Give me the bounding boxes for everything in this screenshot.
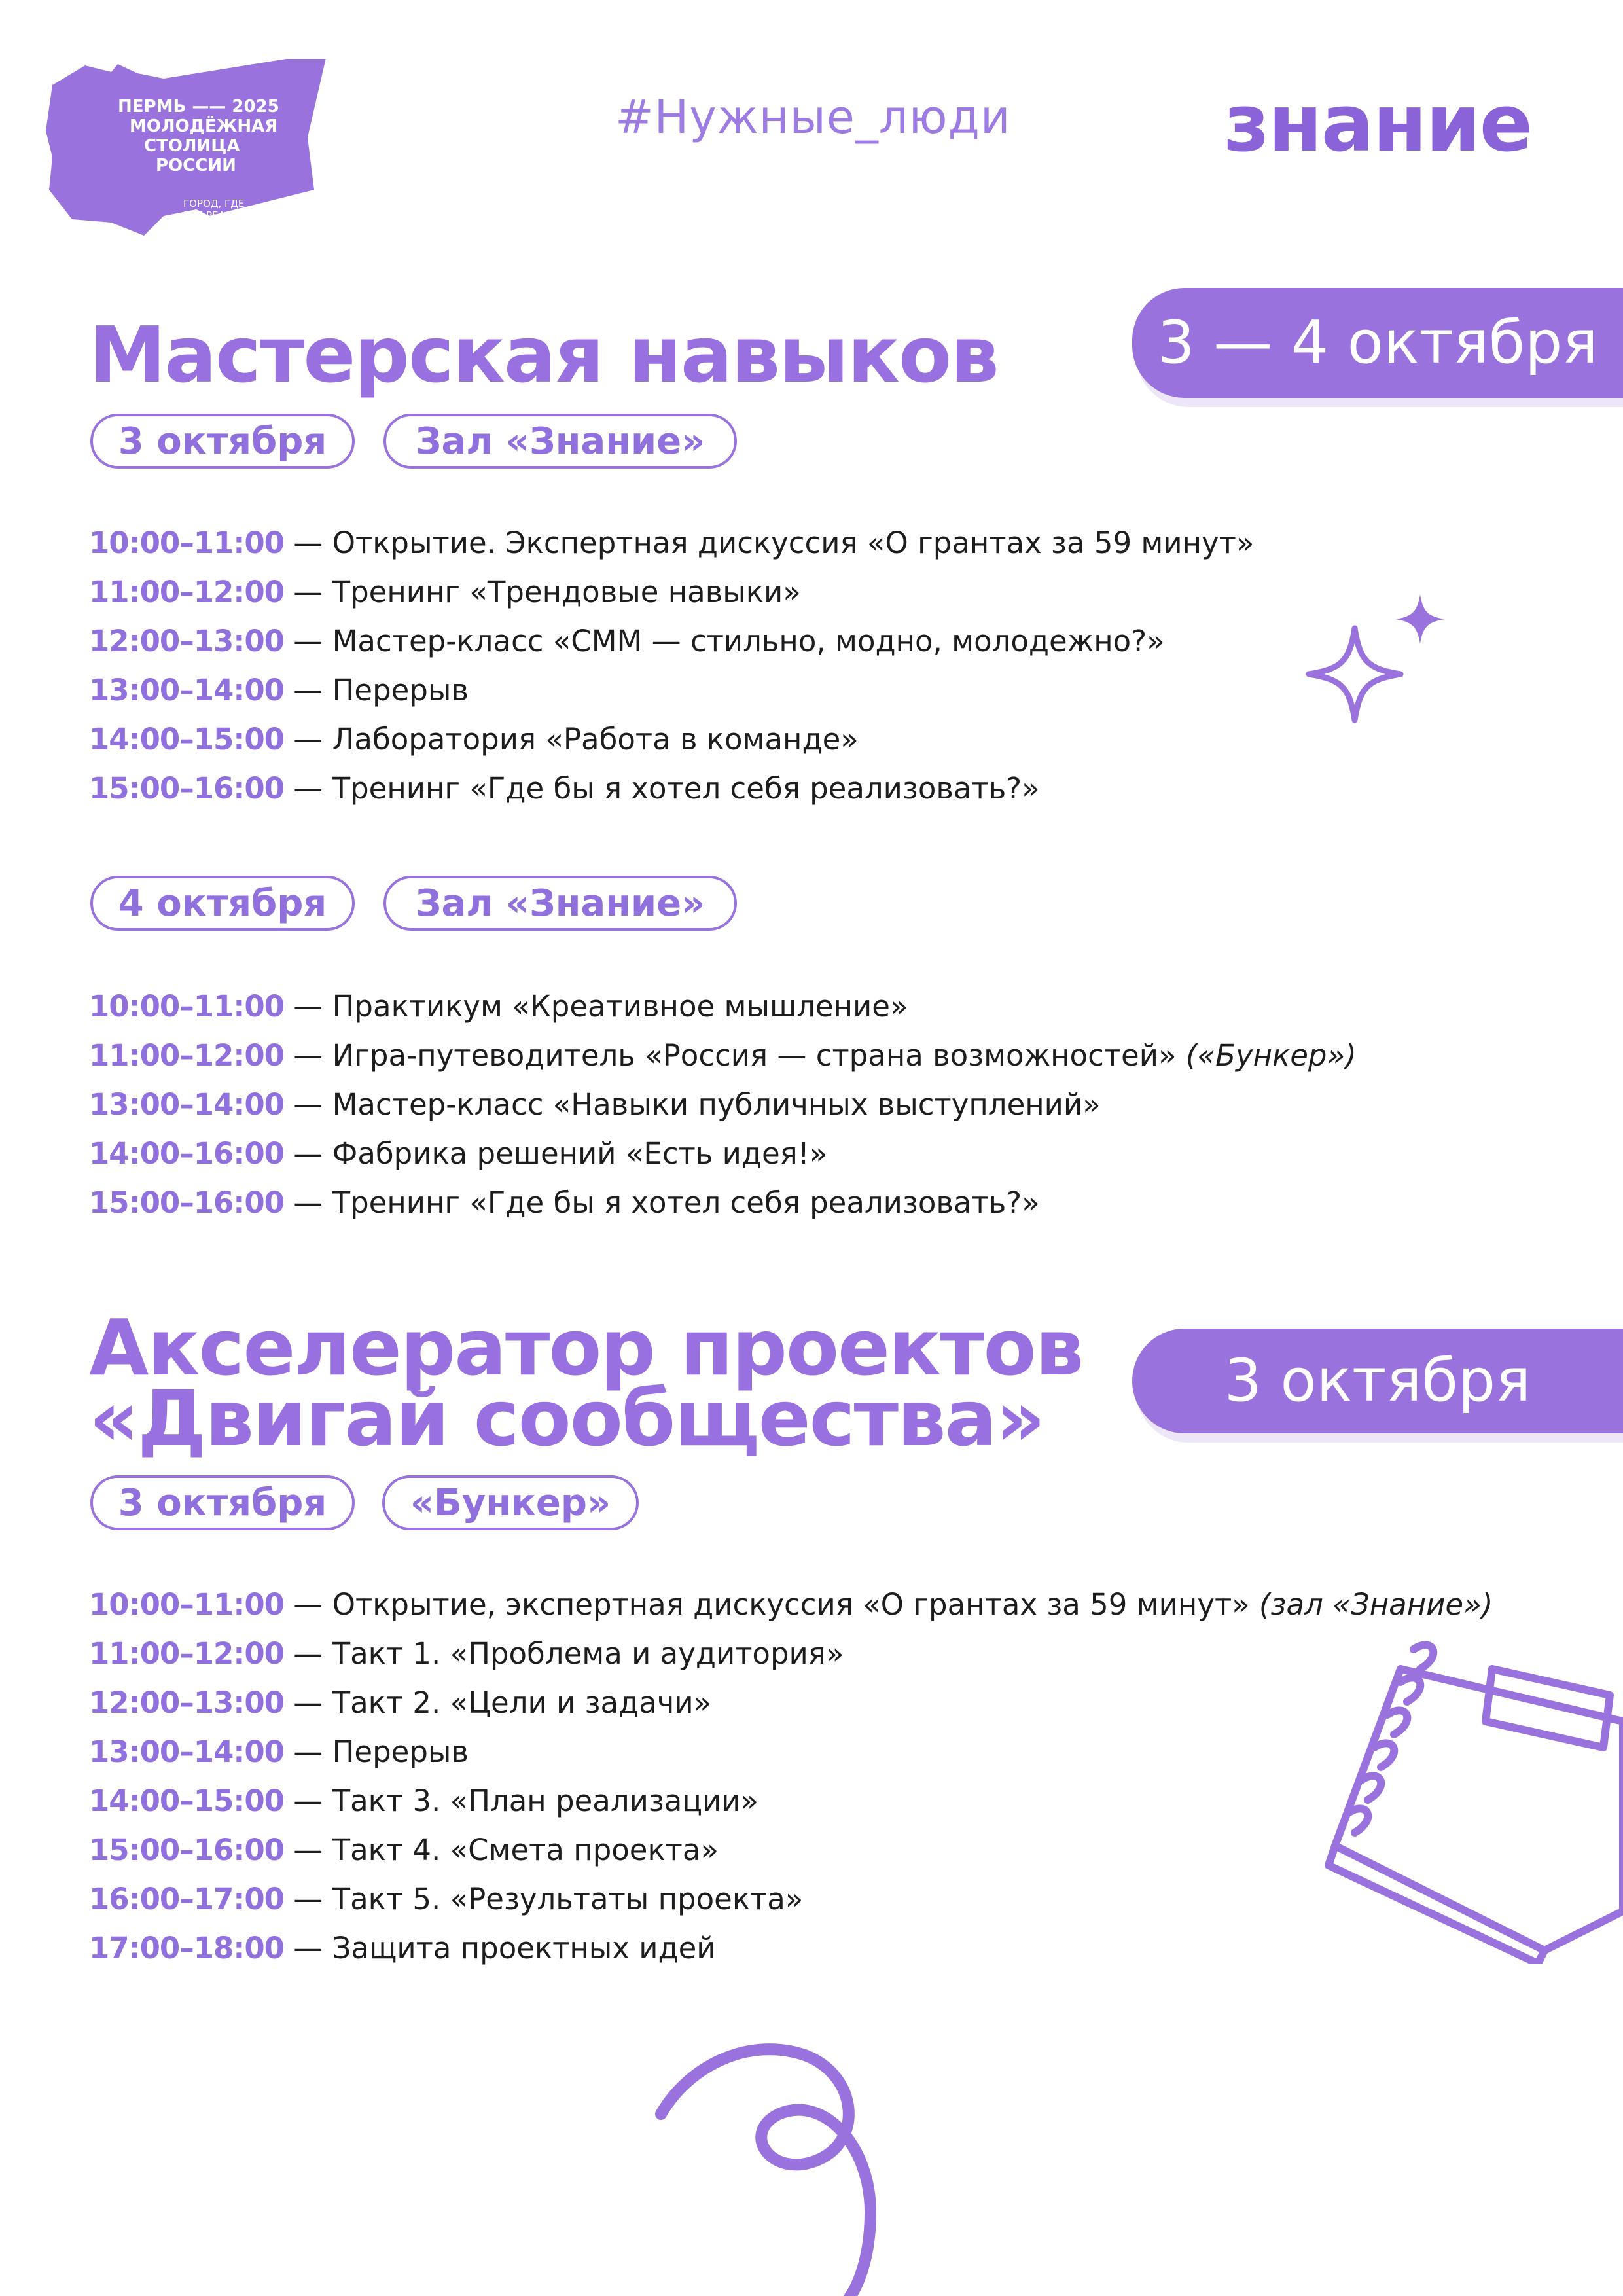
day2-schedule-item xyxy=(89,1080,1357,1129)
time-range: 11:00–12:00 xyxy=(89,575,284,609)
time-range: 10:00–11:00 xyxy=(89,526,284,560)
section2-title-line-2: «Двигай сообщества» xyxy=(89,1373,1044,1463)
day2-schedule-item xyxy=(89,982,1357,1031)
event-description: — Перерыв xyxy=(283,673,469,708)
day1-hall-pill: Зал «Знание» xyxy=(383,414,737,469)
day2-schedule-item xyxy=(89,1129,1357,1178)
event-description: — Такт 3. «План реализации» xyxy=(283,1784,759,1818)
day2-schedule xyxy=(89,982,1357,1227)
section2-title-line-1: Акселератор проектов xyxy=(89,1302,1083,1393)
time-range: 15:00–16:00 xyxy=(89,771,284,806)
time-range: 10:00–11:00 xyxy=(89,989,284,1024)
day1-schedule-item xyxy=(89,764,1254,813)
day1-date-pill: 3 октября xyxy=(90,414,355,469)
event-description: — Перерыв xyxy=(283,1734,469,1769)
section2-hall-pill: «Бункер» xyxy=(382,1475,639,1530)
day1-schedule xyxy=(89,518,1254,813)
time-range: 13:00–14:00 xyxy=(89,673,284,708)
section2-schedule xyxy=(89,1580,1493,1973)
event-description: — Мастер-класс «Навыки публичных выступлений» xyxy=(283,1087,1101,1122)
event-description: — Такт 4. «Смета проекта» xyxy=(283,1833,719,1867)
time-range: 14:00–15:00 xyxy=(89,722,284,757)
day1-schedule-item xyxy=(89,518,1254,567)
section2-schedule-item xyxy=(89,1924,1493,1973)
time-range: 13:00–14:00 xyxy=(89,1734,284,1769)
brand-logo-znanie: знание xyxy=(1224,79,1531,170)
event-description: — Практикум «Креативное мышление» xyxy=(283,989,908,1024)
section2-schedule-item xyxy=(89,1629,1493,1678)
section2-schedule-item xyxy=(89,1727,1493,1776)
event-description: — Фабрика решений «Есть идея!» xyxy=(283,1136,828,1171)
event-description: — Такт 5. «Результаты проекта» xyxy=(283,1882,804,1916)
day2-hall-pill: Зал «Знание» xyxy=(383,876,737,931)
perm-2025-logo xyxy=(46,59,327,236)
section2-date-badge: 3 октября xyxy=(1132,1329,1623,1433)
day1-schedule-item xyxy=(89,666,1254,715)
event-description: — Защита проектных идей xyxy=(283,1931,716,1965)
notebook-icon xyxy=(1322,1623,1623,1964)
time-range: 14:00–15:00 xyxy=(89,1784,284,1818)
time-range: 11:00–12:00 xyxy=(89,1038,284,1073)
section2-schedule-item xyxy=(89,1776,1493,1825)
logo-tagline-2: ВСЕ РЕАЛЬНО! xyxy=(183,209,259,221)
event-description: — Лаборатория «Работа в команде» xyxy=(283,722,859,757)
logo-tagline-1: ГОРОД, ГДЕ xyxy=(183,198,245,209)
day2-schedule-item xyxy=(89,1031,1357,1080)
sparkle-icon xyxy=(1302,589,1459,733)
logo-line-1: ПЕРМЬ —— 2025 xyxy=(118,97,279,117)
section1-date-badge: 3 — 4 октября xyxy=(1132,288,1623,398)
event-description: — Игра-путеводитель «Россия — страна возможностей» xyxy=(283,1038,1186,1073)
logo-line-4: РОССИИ xyxy=(156,156,236,175)
time-range: 15:00–16:00 xyxy=(89,1185,284,1220)
time-range: 12:00–13:00 xyxy=(89,1685,284,1720)
event-location-note: (зал «Знание») xyxy=(1259,1587,1493,1622)
event-description: — Тренинг «Трендовые навыки» xyxy=(283,575,801,609)
event-description: — Тренинг «Где бы я хотел себя реализовать?» xyxy=(283,1185,1040,1220)
day1-schedule-item xyxy=(89,715,1254,764)
section1-title: Мастерская навыков xyxy=(89,310,998,400)
time-range: 16:00–17:00 xyxy=(89,1882,284,1916)
logo-line-2: МОЛОДЁЖНАЯ xyxy=(130,117,278,136)
time-range: 15:00–16:00 xyxy=(89,1833,284,1867)
section2-schedule-item xyxy=(89,1678,1493,1727)
time-range: 14:00–16:00 xyxy=(89,1136,284,1171)
event-description: — Такт 1. «Проблема и аудитория» xyxy=(283,1636,844,1671)
time-range: 13:00–14:00 xyxy=(89,1087,284,1122)
squiggle-icon xyxy=(648,2016,1093,2296)
event-description: — Мастер-класс «СММ — стильно, модно, молодежно?» xyxy=(283,624,1165,658)
time-range: 17:00–18:00 xyxy=(89,1931,284,1965)
hashtag: #Нужные_люди xyxy=(615,90,1011,144)
time-range: 11:00–12:00 xyxy=(89,1636,284,1671)
section2-schedule-item xyxy=(89,1825,1493,1874)
day2-schedule-item xyxy=(89,1178,1357,1227)
event-description: — Тренинг «Где бы я хотел себя реализовать?» xyxy=(283,771,1040,806)
day1-schedule-item xyxy=(89,617,1254,666)
logo-line-3: СТОЛИЦА xyxy=(144,136,240,156)
time-range: 12:00–13:00 xyxy=(89,624,284,658)
section2-title xyxy=(89,1302,1083,1463)
section2-schedule-item xyxy=(89,1580,1493,1629)
day2-date-pill: 4 октября xyxy=(90,876,355,931)
section2-date-pill: 3 октября xyxy=(90,1475,355,1530)
event-location-note: («Бункер») xyxy=(1185,1038,1357,1073)
event-description: — Открытие, экспертная дискуссия «О грантах за 59 минут» xyxy=(283,1587,1259,1622)
event-description: — Открытие. Экспертная дискуссия «О грантах за 59 минут» xyxy=(283,526,1255,560)
day1-schedule-item xyxy=(89,567,1254,617)
section2-schedule-item xyxy=(89,1874,1493,1924)
time-range: 10:00–11:00 xyxy=(89,1587,284,1622)
event-description: — Такт 2. «Цели и задачи» xyxy=(283,1685,712,1720)
